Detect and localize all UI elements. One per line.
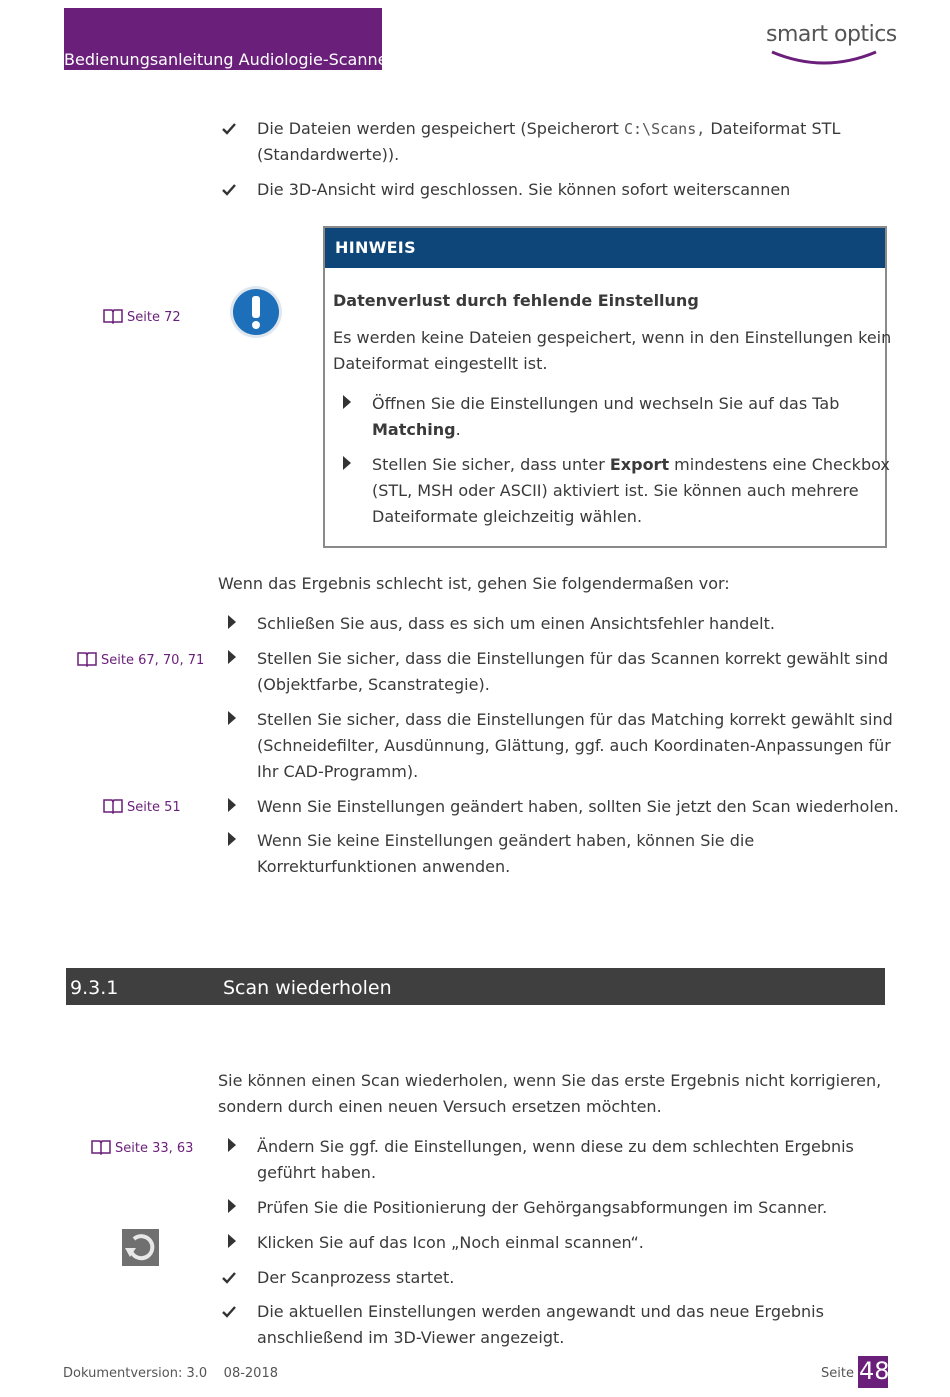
page-reference[interactable]: Seite 67, 70, 71: [77, 651, 204, 671]
result-item: Die Dateien werden gespeichert (Speicherort C:\Scans, Dateiformat STL: [257, 119, 841, 138]
brand-logo: [762, 12, 897, 68]
book-icon: [77, 651, 97, 667]
result-item: Die 3D-Ansicht wird geschlossen. Sie können sofort weiterscannen: [257, 180, 791, 199]
paragraph: Wenn das Ergebnis schlecht ist, gehen Sie folgendermaßen vor:: [218, 574, 730, 593]
checkmark-icon: [222, 183, 236, 197]
step-item: Ändern Sie ggf. die Einstellungen, wenn diese zu dem schlechten Ergebnis: [257, 1137, 854, 1156]
step-item: Stellen Sie sicher, dass die Einstellungen für das Scannen korrekt gewählt sind: [257, 649, 889, 668]
step-item: Stellen Sie sicher, dass die Einstellungen für das Matching korrekt gewählt sind: [257, 710, 893, 729]
checkmark-icon: [222, 1305, 236, 1319]
document-title: Bedienungsanleitung Audiologie-Scanner: [64, 50, 395, 69]
page-number-box: [858, 1356, 888, 1388]
logo-swoosh-icon: [768, 48, 880, 70]
step-arrow-icon: [228, 1234, 236, 1248]
step-arrow-icon: [228, 650, 236, 664]
step-item: Prüfen Sie die Positionierung der Gehörgangsabformungen im Scanner.: [257, 1198, 828, 1217]
notice-step-cont: Dateiformate gleichzeitig wählen.: [372, 507, 643, 526]
logo-text: smart optics: [766, 22, 897, 47]
section-heading-bar: [66, 968, 885, 1005]
step-arrow-icon: [228, 798, 236, 812]
step-arrow-icon: [228, 832, 236, 846]
paragraph: Sie können einen Scan wiederholen, wenn Sie das erste Ergebnis nicht korrigieren,: [218, 1071, 882, 1090]
notice-label: HINWEIS: [335, 238, 416, 257]
exclamation-icon: [229, 285, 283, 339]
step-item: Wenn Sie Einstellungen geändert haben, sollten Sie jetzt den Scan wiederholen.: [257, 797, 899, 816]
repeat-scan-icon: [122, 1229, 159, 1266]
step-arrow-icon: [228, 1138, 236, 1152]
notice-step-cont: (STL, MSH oder ASCII) aktiviert ist. Sie können auch mehrere: [372, 481, 859, 500]
step-arrow-icon: [343, 456, 351, 470]
step-arrow-icon: [228, 711, 236, 725]
notice-text: Es werden keine Dateien gespeichert, wenn in den Einstellungen kein: [333, 328, 892, 347]
step-item: Schließen Sie aus, dass es sich um einen Ansichtsfehler handelt.: [257, 614, 775, 633]
checkmark-icon: [222, 122, 236, 136]
notice-step-cont: Matching.: [372, 420, 461, 439]
section-number: 9.3.1: [70, 977, 119, 999]
step-item-cont: Korrekturfunktionen anwenden.: [257, 857, 511, 876]
footer-doc-info: Dokumentversion: 3.0 08-2018: [63, 1366, 278, 1381]
paragraph-cont: sondern durch einen neuen Versuch ersetzen möchten.: [218, 1097, 662, 1116]
step-item-cont: geführt haben.: [257, 1163, 377, 1182]
step-item-cont: Ihr CAD-Programm).: [257, 762, 419, 781]
notice-header: [325, 228, 885, 268]
step-item: Klicken Sie auf das Icon „Noch einmal scannen“.: [257, 1233, 644, 1252]
section-title: Scan wiederholen: [223, 977, 392, 999]
step-arrow-icon: [343, 395, 351, 409]
checkmark-icon: [222, 1271, 236, 1285]
result-item: Die aktuellen Einstellungen werden angewandt und das neue Ergebnis: [257, 1302, 824, 1321]
result-item: Der Scanprozess startet.: [257, 1268, 455, 1287]
result-item-cont: (Standardwerte)).: [257, 145, 400, 164]
result-item-cont: anschließend im 3D-Viewer angezeigt.: [257, 1328, 565, 1347]
footer-page-label: Seite: [821, 1366, 854, 1381]
page-reference[interactable]: Seite 33, 63: [91, 1139, 193, 1159]
page-reference[interactable]: Seite 72: [103, 308, 181, 328]
book-icon: [91, 1139, 111, 1155]
page-number: 48: [859, 1357, 890, 1385]
page-reference[interactable]: Seite 51: [103, 798, 181, 818]
notice-step: Öffnen Sie die Einstellungen und wechseln Sie auf das Tab: [372, 394, 840, 413]
notice-title: Datenverlust durch fehlende Einstellung: [333, 291, 699, 310]
step-item: Wenn Sie keine Einstellungen geändert haben, können Sie die: [257, 831, 755, 850]
notice-step: Stellen Sie sicher, dass unter Export mindestens eine Checkbox: [372, 455, 890, 474]
book-icon: [103, 308, 123, 324]
step-arrow-icon: [228, 1199, 236, 1213]
notice-text-cont: Dateiformat eingestellt ist.: [333, 354, 548, 373]
step-arrow-icon: [228, 615, 236, 629]
book-icon: [103, 798, 123, 814]
step-item-cont: (Schneidefilter, Ausdünnung, Glättung, ggf. auch Koordinaten-Anpassungen für: [257, 736, 891, 755]
step-item-cont: (Objektfarbe, Scanstrategie).: [257, 675, 490, 694]
